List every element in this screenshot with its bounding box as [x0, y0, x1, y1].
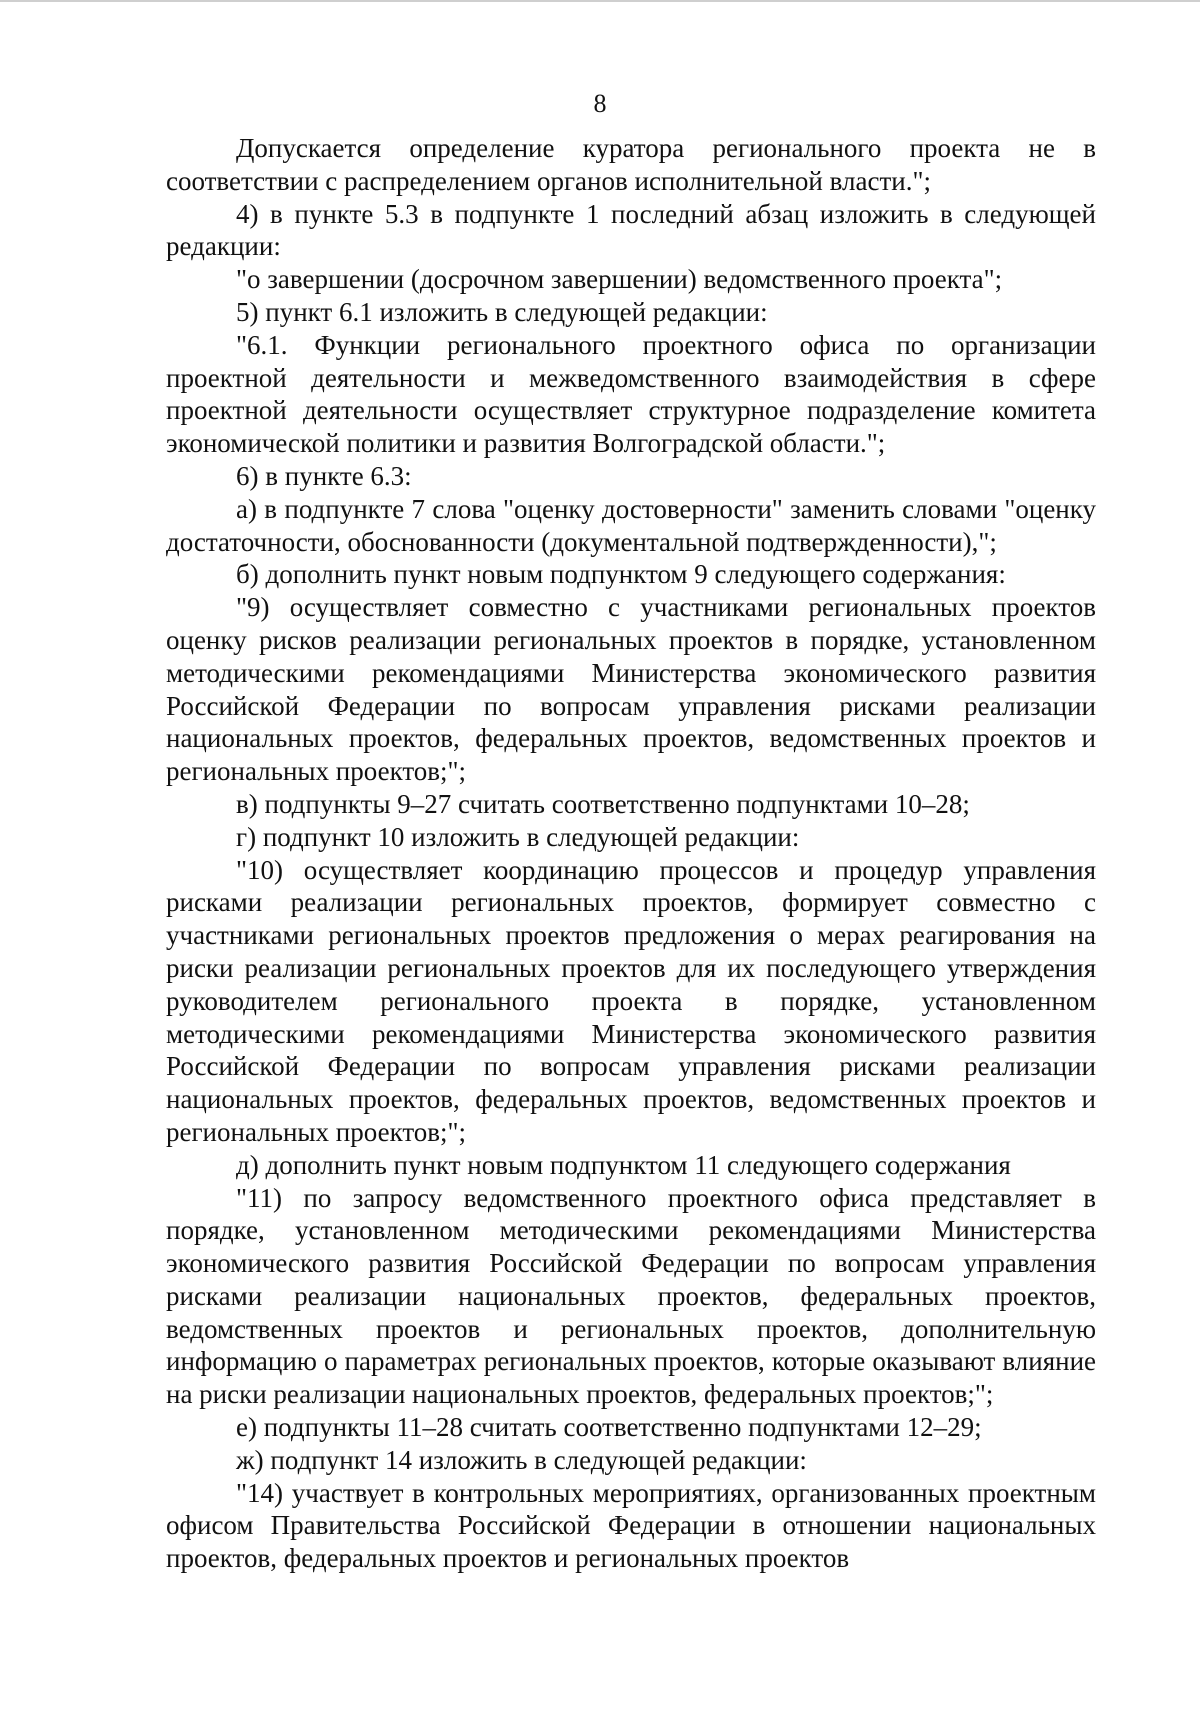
- paragraph-curator-note: Допускается определение куратора регионального проекта не в соответствии с распределением органов исполнительной власти.";: [166, 133, 1096, 196]
- paragraph-item-6b: б) дополнить пункт новым подпунктом 9 следующего содержания:: [236, 559, 1006, 590]
- paragraph-subitem-11-text: "11) по запросу ведомственного проектного офиса представляет в порядке, установленном методическими рекомендациями Министерства экономического развития Российской Федерации по вопросам управления рисками реализации национальных проектов, федеральных проектов, ведомственных проектов и региональных проектов, дополнительную информацию о параметрах региональных проектов, которые оказывают влияние на риски реализации национальных проектов, федеральных проектов;";: [166, 1182, 1096, 1410]
- paragraph-item-6v: в) подпункты 9–27 считать соответственно подпунктами 10–28;: [236, 788, 970, 819]
- paragraph-item-6: 6) в пункте 6.3:: [236, 460, 412, 491]
- paragraph-subitem-9-text: "9) осуществляет совместно с участниками региональных проектов оценку рисков реализации региональных проектов в порядке, установленном методическими рекомендациями Министерства экономического развития Российской Федерации по вопросам управления рисками реализации национальных проектов, федеральных проектов, ведомственных проектов и региональных проектов;";: [166, 592, 1096, 787]
- paragraph-item-4-text: "о завершении (досрочном завершении) ведомственного проекта";: [236, 264, 1003, 295]
- paragraph-item-5-text: "6.1. Функции регионального проектного офиса по организации проектной деятельности и межведомственного взаимодействия в сфере проектной деятельности осуществляет структурное подразделение комитета экономической политики и развития Волгоградской области.";: [166, 329, 1096, 459]
- paragraph-item-6zh: ж) подпункт 14 изложить в следующей редакции:: [236, 1444, 807, 1475]
- paragraph-item-6g: г) подпункт 10 изложить в следующей редакции:: [236, 821, 800, 852]
- scan-top-edge: [0, 0, 1200, 2]
- paragraph-item-6e: е) подпункты 11–28 считать соответственно подпунктами 12–29;: [236, 1412, 982, 1443]
- document-body: [166, 132, 1096, 1575]
- paragraph-item-6a: а) в подпункте 7 слова "оценку достоверности" заменить словами "оценку достаточности, обоснованности (документальной подтвержденности),";: [166, 493, 1096, 557]
- paragraph-subitem-10-text: "10) осуществляет координацию процессов и процедур управления рисками реализации региональных проектов, формирует совместно с участниками региональных проектов предложения о мерах реагирования на риски реализации региональных проектов для их последующего утверждения руководителем регионального проекта в порядке, установленном методическими рекомендациями Министерства экономического развития Российской Федерации по вопросам управления рисками реализации национальных проектов, федеральных проектов, ведомственных проектов и региональных проектов;";: [166, 854, 1096, 1147]
- paragraph-subitem-14-text: "14) участвует в контрольных мероприятиях, организованных проектным офисом Правительства Российской Федерации в отношении национальных проектов, федеральных проектов и региональных проектов: [166, 1477, 1096, 1574]
- page-number: 8: [593, 89, 607, 118]
- paragraph-item-4: 4) в пункте 5.3 в подпункте 1 последний абзац изложить в следующей редакции:: [166, 198, 1096, 262]
- paragraph-item-5: 5) пункт 6.1 изложить в следующей редакции:: [236, 296, 768, 327]
- paragraph-item-6d: д) дополнить пункт новым подпунктом 11 следующего содержания: [236, 1149, 1011, 1180]
